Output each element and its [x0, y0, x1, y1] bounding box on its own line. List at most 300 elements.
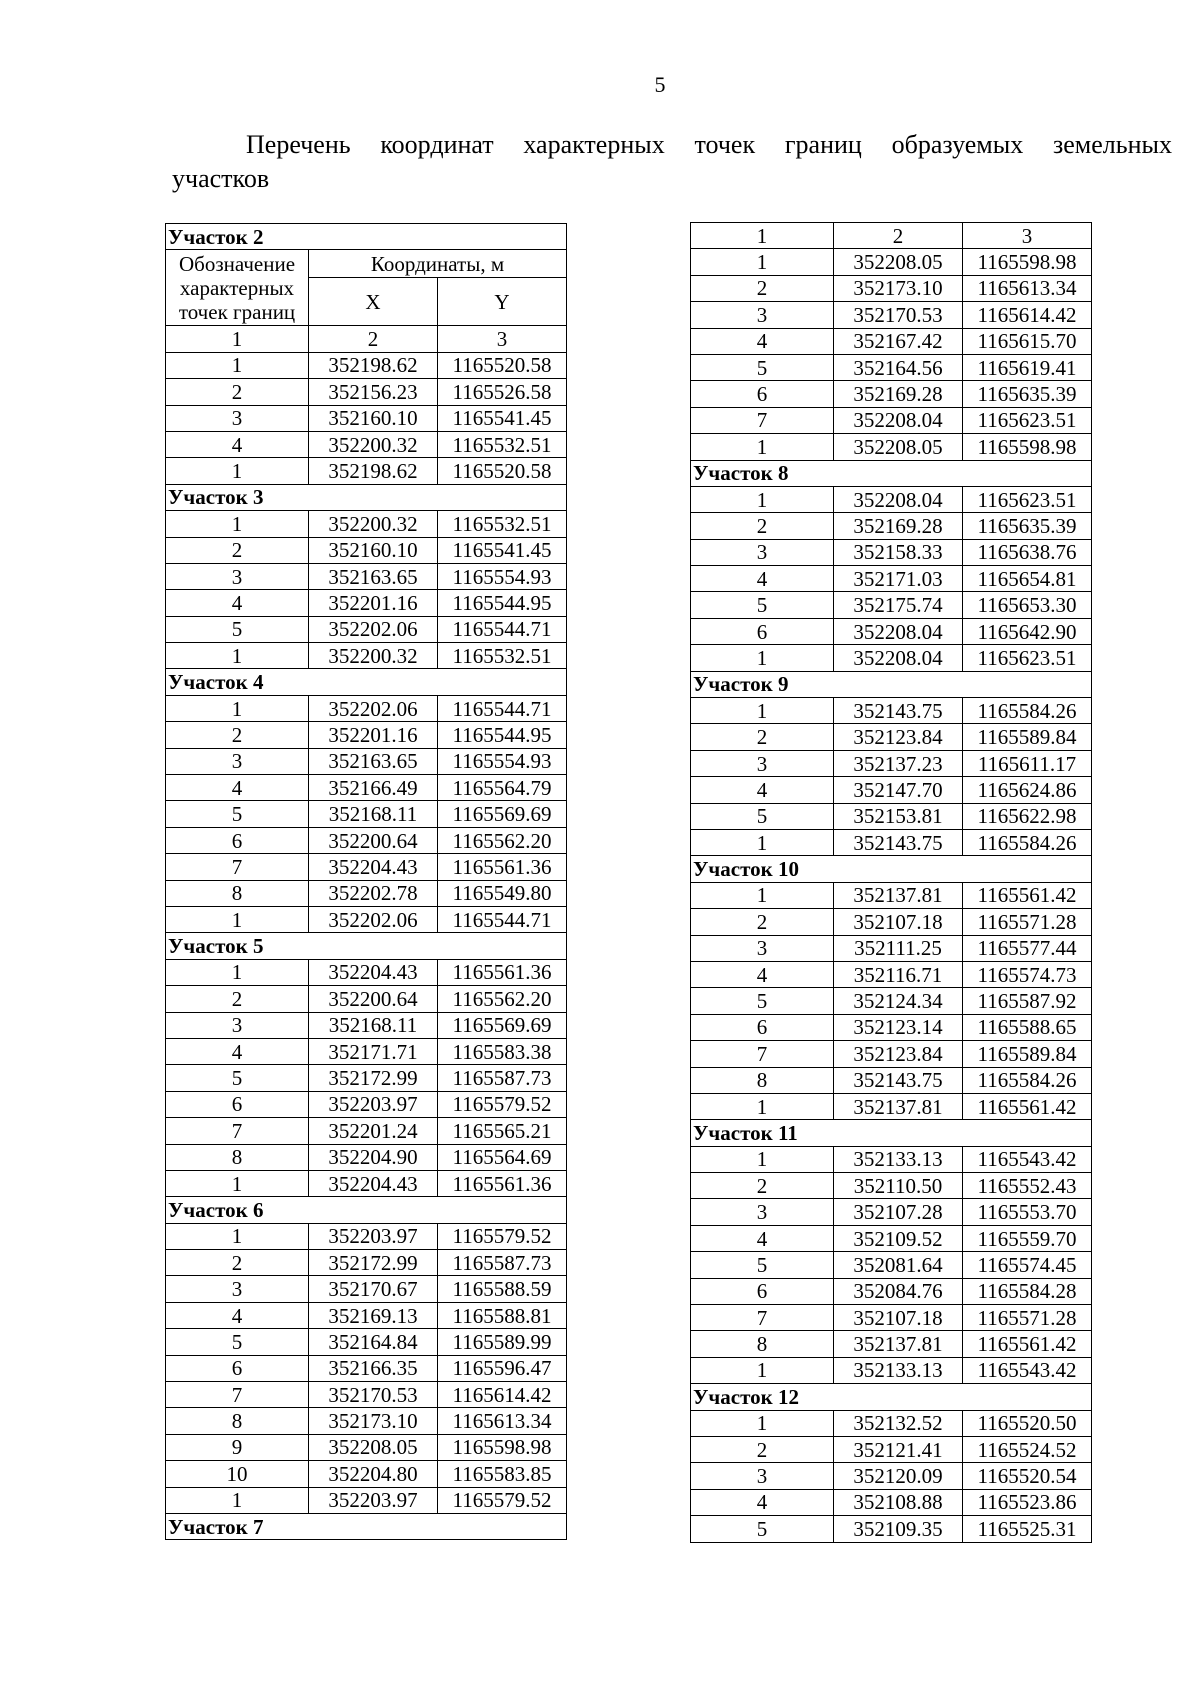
table-row	[166, 352, 567, 378]
point-number: 4	[691, 566, 834, 592]
point-number: 1	[691, 1093, 834, 1119]
table-row	[166, 1329, 567, 1355]
x-coordinate: 352143.75	[834, 1067, 963, 1093]
table-row	[166, 906, 567, 932]
x-coordinate: 352164.84	[309, 1329, 438, 1355]
y-coordinate: 1165523.86	[963, 1489, 1092, 1515]
y-coordinate: 1165588.59	[438, 1276, 567, 1302]
table-row	[166, 537, 567, 563]
point-number: 7	[691, 1305, 834, 1331]
y-coordinate: 1165584.26	[963, 1067, 1092, 1093]
table-row	[166, 1434, 567, 1460]
x-header: X	[309, 278, 438, 326]
table-row	[166, 1118, 567, 1144]
y-coordinate: 1165569.69	[438, 801, 567, 827]
point-number: 4	[691, 328, 834, 354]
x-coordinate: 352198.62	[309, 352, 438, 378]
table-row	[691, 1199, 1092, 1225]
y-coordinate: 1165589.84	[963, 1041, 1092, 1067]
y-coordinate: 1165561.36	[438, 1170, 567, 1196]
table-row	[166, 590, 567, 616]
table-row	[691, 1067, 1092, 1093]
section-row	[166, 669, 567, 695]
y-coordinate: 1165544.95	[438, 722, 567, 748]
x-coordinate: 352200.32	[309, 511, 438, 537]
point-number: 2	[166, 1250, 309, 1276]
y-coordinate: 1165561.36	[438, 854, 567, 880]
point-number: 2	[166, 986, 309, 1012]
x-coordinate: 352202.78	[309, 880, 438, 906]
point-number: 1	[166, 1223, 309, 1249]
x-coordinate: 352111.25	[834, 935, 963, 961]
y-coordinate: 1165584.28	[963, 1278, 1092, 1304]
table-row	[166, 1250, 567, 1276]
header-row	[166, 250, 567, 278]
section-title: Участок 9	[691, 671, 1092, 697]
numbering-row	[166, 326, 567, 352]
point-number: 3	[691, 935, 834, 961]
table-row	[691, 618, 1092, 644]
table-row	[691, 381, 1092, 407]
section-title: Участок 11	[691, 1120, 1092, 1146]
table-row	[166, 1012, 567, 1038]
x-coordinate: 352109.52	[834, 1225, 963, 1251]
y-coordinate: 1165559.70	[963, 1225, 1092, 1251]
x-coordinate: 352173.10	[834, 275, 963, 301]
table-row	[691, 1252, 1092, 1278]
point-number: 6	[691, 1014, 834, 1040]
point-number: 1	[691, 882, 834, 908]
x-coordinate: 352170.53	[309, 1382, 438, 1408]
table-row	[166, 1382, 567, 1408]
table-row	[691, 302, 1092, 328]
table-row	[691, 592, 1092, 618]
point-number: 1	[166, 1487, 309, 1513]
table-row	[691, 354, 1092, 380]
y-coordinate: 1165623.51	[963, 645, 1092, 671]
point-number: 3	[691, 539, 834, 565]
numbering-cell: 2	[834, 223, 963, 249]
y-coordinate: 1165569.69	[438, 1012, 567, 1038]
x-coordinate: 352143.75	[834, 698, 963, 724]
designation-header: Обозначение характерных точек границ	[166, 250, 309, 326]
table-row	[691, 1093, 1092, 1119]
point-number: 3	[691, 750, 834, 776]
point-number: 1	[691, 829, 834, 855]
point-number: 4	[166, 775, 309, 801]
x-coordinate: 352208.05	[834, 434, 963, 460]
x-coordinate: 352198.62	[309, 458, 438, 484]
table-row	[691, 566, 1092, 592]
point-number: 1	[166, 959, 309, 985]
point-number: 4	[691, 1489, 834, 1515]
point-number: 5	[166, 616, 309, 642]
x-coordinate: 352156.23	[309, 379, 438, 405]
y-coordinate: 1165635.39	[963, 381, 1092, 407]
point-number: 1	[691, 645, 834, 671]
point-number: 5	[691, 988, 834, 1014]
point-number: 6	[166, 1355, 309, 1381]
left-coordinates-table	[165, 223, 567, 1540]
y-coordinate: 1165574.73	[963, 961, 1092, 987]
section-row	[691, 1384, 1092, 1410]
table-row	[166, 1408, 567, 1434]
x-coordinate: 352208.04	[834, 486, 963, 512]
point-number: 3	[166, 1276, 309, 1302]
y-coordinate: 1165526.58	[438, 379, 567, 405]
x-coordinate: 352200.64	[309, 827, 438, 853]
point-number: 1	[166, 906, 309, 932]
x-coordinate: 352204.80	[309, 1461, 438, 1487]
table-row	[166, 827, 567, 853]
table-row	[166, 1144, 567, 1170]
y-coordinate: 1165553.70	[963, 1199, 1092, 1225]
document-heading	[172, 128, 1172, 196]
section-title: Участок 5	[166, 933, 567, 959]
x-coordinate: 352163.65	[309, 563, 438, 589]
table-row	[166, 1276, 567, 1302]
y-coordinate: 1165589.99	[438, 1329, 567, 1355]
table-row	[166, 1038, 567, 1064]
y-coordinate: 1165564.69	[438, 1144, 567, 1170]
section-title: Участок 2	[166, 224, 567, 250]
y-coordinate: 1165564.79	[438, 775, 567, 801]
section-row	[166, 1197, 567, 1223]
x-coordinate: 352167.42	[834, 328, 963, 354]
y-coordinate: 1165598.98	[438, 1434, 567, 1460]
x-coordinate: 352137.81	[834, 1093, 963, 1119]
y-coordinate: 1165561.42	[963, 882, 1092, 908]
table-row	[166, 748, 567, 774]
section-row	[166, 933, 567, 959]
y-coordinate: 1165571.28	[963, 909, 1092, 935]
section-title: Участок 10	[691, 856, 1092, 882]
y-coordinate: 1165571.28	[963, 1305, 1092, 1331]
x-coordinate: 352137.23	[834, 750, 963, 776]
section-title: Участок 12	[691, 1384, 1092, 1410]
y-coordinate: 1165561.36	[438, 959, 567, 985]
x-coordinate: 352124.34	[834, 988, 963, 1014]
table-row	[691, 1410, 1092, 1436]
point-number: 3	[166, 563, 309, 589]
y-coordinate: 1165561.42	[963, 1093, 1092, 1119]
table-row	[691, 882, 1092, 908]
x-coordinate: 352171.71	[309, 1038, 438, 1064]
x-coordinate: 352171.03	[834, 566, 963, 592]
y-coordinate: 1165584.26	[963, 829, 1092, 855]
point-number: 2	[691, 724, 834, 750]
y-coordinate: 1165554.93	[438, 563, 567, 589]
y-coordinate: 1165579.52	[438, 1091, 567, 1117]
x-coordinate: 352208.05	[834, 249, 963, 275]
y-coordinate: 1165561.42	[963, 1331, 1092, 1357]
right-coordinates-table	[690, 222, 1092, 1543]
y-coordinate: 1165619.41	[963, 354, 1092, 380]
point-number: 7	[691, 407, 834, 433]
x-coordinate: 352133.13	[834, 1357, 963, 1383]
point-number: 7	[166, 1118, 309, 1144]
x-coordinate: 352208.04	[834, 407, 963, 433]
y-coordinate: 1165520.54	[963, 1463, 1092, 1489]
table-row	[691, 1516, 1092, 1542]
x-coordinate: 352203.97	[309, 1223, 438, 1249]
point-number: 5	[691, 1516, 834, 1542]
y-coordinate: 1165638.76	[963, 539, 1092, 565]
table-row	[691, 539, 1092, 565]
x-coordinate: 352160.10	[309, 405, 438, 431]
table-row	[166, 643, 567, 669]
y-coordinate: 1165588.81	[438, 1302, 567, 1328]
heading-line-2: участков	[172, 164, 270, 193]
table-row	[691, 961, 1092, 987]
y-coordinate: 1165587.73	[438, 1250, 567, 1276]
y-coordinate: 1165642.90	[963, 618, 1092, 644]
x-coordinate: 352110.50	[834, 1173, 963, 1199]
point-number: 7	[166, 1382, 309, 1408]
y-coordinate: 1165543.42	[963, 1357, 1092, 1383]
x-coordinate: 352137.81	[834, 882, 963, 908]
point-number: 5	[166, 801, 309, 827]
section-row	[166, 1513, 567, 1539]
table-row	[691, 750, 1092, 776]
y-coordinate: 1165520.58	[438, 352, 567, 378]
point-number: 5	[166, 1065, 309, 1091]
x-coordinate: 352109.35	[834, 1516, 963, 1542]
x-coordinate: 352204.43	[309, 1170, 438, 1196]
table-row	[691, 1489, 1092, 1515]
x-coordinate: 352201.24	[309, 1118, 438, 1144]
y-coordinate: 1165579.52	[438, 1487, 567, 1513]
y-coordinate: 1165579.52	[438, 1223, 567, 1249]
point-number: 3	[691, 302, 834, 328]
point-number: 6	[691, 618, 834, 644]
y-coordinate: 1165596.47	[438, 1355, 567, 1381]
point-number: 2	[691, 1436, 834, 1462]
x-coordinate: 352143.75	[834, 829, 963, 855]
table-row	[691, 1278, 1092, 1304]
section-row	[691, 671, 1092, 697]
x-coordinate: 352163.65	[309, 748, 438, 774]
y-coordinate: 1165544.71	[438, 616, 567, 642]
y-coordinate: 1165544.71	[438, 906, 567, 932]
y-coordinate: 1165562.20	[438, 986, 567, 1012]
table-row	[691, 1014, 1092, 1040]
y-coordinate: 1165623.51	[963, 407, 1092, 433]
table-row	[691, 1436, 1092, 1462]
y-coordinate: 1165549.80	[438, 880, 567, 906]
y-coordinate: 1165654.81	[963, 566, 1092, 592]
x-coordinate: 352084.76	[834, 1278, 963, 1304]
y-coordinate: 1165544.71	[438, 695, 567, 721]
table-row	[166, 563, 567, 589]
y-coordinate: 1165583.38	[438, 1038, 567, 1064]
y-coordinate: 1165613.34	[963, 275, 1092, 301]
point-number: 8	[691, 1067, 834, 1093]
table-row	[691, 829, 1092, 855]
y-header: Y	[438, 278, 567, 326]
point-number: 1	[691, 434, 834, 460]
section-row	[166, 224, 567, 250]
section-row	[691, 856, 1092, 882]
table-row	[691, 777, 1092, 803]
y-coordinate: 1165598.98	[963, 434, 1092, 460]
table-row	[166, 1355, 567, 1381]
y-coordinate: 1165562.20	[438, 827, 567, 853]
y-coordinate: 1165614.42	[438, 1382, 567, 1408]
x-coordinate: 352200.32	[309, 431, 438, 457]
x-coordinate: 352107.28	[834, 1199, 963, 1225]
table-row	[166, 1461, 567, 1487]
point-number: 2	[166, 379, 309, 405]
x-coordinate: 352202.06	[309, 695, 438, 721]
table-row	[166, 458, 567, 484]
point-number: 7	[691, 1041, 834, 1067]
y-coordinate: 1165587.73	[438, 1065, 567, 1091]
point-number: 5	[691, 1252, 834, 1278]
y-coordinate: 1165614.42	[963, 302, 1092, 328]
x-coordinate: 352173.10	[309, 1408, 438, 1434]
x-coordinate: 352147.70	[834, 777, 963, 803]
point-number: 5	[691, 803, 834, 829]
y-coordinate: 1165587.92	[963, 988, 1092, 1014]
y-coordinate: 1165552.43	[963, 1173, 1092, 1199]
x-coordinate: 352204.90	[309, 1144, 438, 1170]
section-title: Участок 3	[166, 484, 567, 510]
point-number: 1	[166, 1170, 309, 1196]
section-row	[691, 1120, 1092, 1146]
x-coordinate: 352170.53	[834, 302, 963, 328]
x-coordinate: 352203.97	[309, 1091, 438, 1117]
point-number: 1	[691, 1146, 834, 1172]
table-row	[166, 379, 567, 405]
x-coordinate: 352133.13	[834, 1146, 963, 1172]
point-number: 1	[691, 1410, 834, 1436]
point-number: 1	[691, 249, 834, 275]
x-coordinate: 352158.33	[834, 539, 963, 565]
point-number: 8	[166, 1408, 309, 1434]
x-coordinate: 352107.18	[834, 909, 963, 935]
point-number: 1	[691, 486, 834, 512]
y-coordinate: 1165611.17	[963, 750, 1092, 776]
point-number: 6	[691, 1278, 834, 1304]
point-number: 3	[166, 748, 309, 774]
point-number: 1	[166, 458, 309, 484]
x-coordinate: 352153.81	[834, 803, 963, 829]
point-number: 6	[166, 1091, 309, 1117]
point-number: 10	[166, 1461, 309, 1487]
y-coordinate: 1165635.39	[963, 513, 1092, 539]
x-coordinate: 352169.28	[834, 513, 963, 539]
point-number: 1	[166, 643, 309, 669]
x-coordinate: 352170.67	[309, 1276, 438, 1302]
x-coordinate: 352169.28	[834, 381, 963, 407]
table-row	[691, 513, 1092, 539]
point-number: 1	[166, 511, 309, 537]
numbering-cell: 2	[309, 326, 438, 352]
x-coordinate: 352123.84	[834, 724, 963, 750]
point-number: 3	[166, 1012, 309, 1038]
y-coordinate: 1165532.51	[438, 511, 567, 537]
point-number: 3	[691, 1199, 834, 1225]
x-coordinate: 352208.04	[834, 645, 963, 671]
point-number: 4	[166, 590, 309, 616]
point-number: 5	[166, 1329, 309, 1355]
point-number: 2	[166, 722, 309, 748]
point-number: 1	[166, 695, 309, 721]
point-number: 8	[691, 1331, 834, 1357]
x-coordinate: 352166.35	[309, 1355, 438, 1381]
section-row	[166, 484, 567, 510]
heading-line-1: Перечень координат характерных точек границ образуемых земельных	[246, 130, 1172, 159]
point-number: 4	[166, 1302, 309, 1328]
y-coordinate: 1165584.26	[963, 698, 1092, 724]
x-coordinate: 352200.64	[309, 986, 438, 1012]
x-coordinate: 352169.13	[309, 1302, 438, 1328]
table-row	[166, 431, 567, 457]
x-coordinate: 352172.99	[309, 1065, 438, 1091]
x-coordinate: 352123.84	[834, 1041, 963, 1067]
point-number: 4	[691, 777, 834, 803]
y-coordinate: 1165565.21	[438, 1118, 567, 1144]
x-coordinate: 352168.11	[309, 801, 438, 827]
point-number: 9	[166, 1434, 309, 1460]
table-row	[166, 801, 567, 827]
numbering-cell: 1	[691, 223, 834, 249]
section-row	[691, 460, 1092, 486]
y-coordinate: 1165574.45	[963, 1252, 1092, 1278]
table-row	[691, 1305, 1092, 1331]
point-number: 2	[166, 537, 309, 563]
table-row	[691, 803, 1092, 829]
point-number: 1	[691, 698, 834, 724]
y-coordinate: 1165615.70	[963, 328, 1092, 354]
table-row	[166, 722, 567, 748]
table-row	[691, 434, 1092, 460]
y-coordinate: 1165588.65	[963, 1014, 1092, 1040]
x-coordinate: 352120.09	[834, 1463, 963, 1489]
y-coordinate: 1165624.86	[963, 777, 1092, 803]
x-coordinate: 352204.43	[309, 854, 438, 880]
x-coordinate: 352202.06	[309, 906, 438, 932]
x-coordinate: 352160.10	[309, 537, 438, 563]
x-coordinate: 352204.43	[309, 959, 438, 985]
table-row	[166, 775, 567, 801]
table-row	[166, 880, 567, 906]
section-title: Участок 7	[166, 1513, 567, 1539]
y-coordinate: 1165543.42	[963, 1146, 1092, 1172]
point-number: 3	[691, 1463, 834, 1489]
table-row	[691, 1331, 1092, 1357]
x-coordinate: 352175.74	[834, 592, 963, 618]
y-coordinate: 1165532.51	[438, 643, 567, 669]
numbering-cell: 3	[963, 223, 1092, 249]
table-row	[691, 698, 1092, 724]
y-coordinate: 1165520.50	[963, 1410, 1092, 1436]
point-number: 7	[166, 854, 309, 880]
point-number: 1	[166, 352, 309, 378]
x-coordinate: 352203.97	[309, 1487, 438, 1513]
table-row	[691, 486, 1092, 512]
table-row	[166, 511, 567, 537]
x-coordinate: 352121.41	[834, 1436, 963, 1462]
page-number: 5	[654, 72, 666, 97]
y-coordinate: 1165622.98	[963, 803, 1092, 829]
point-number: 4	[691, 961, 834, 987]
x-coordinate: 352208.04	[834, 618, 963, 644]
coordinates-header: Координаты, м	[309, 250, 567, 278]
y-coordinate: 1165653.30	[963, 592, 1092, 618]
y-coordinate: 1165613.34	[438, 1408, 567, 1434]
